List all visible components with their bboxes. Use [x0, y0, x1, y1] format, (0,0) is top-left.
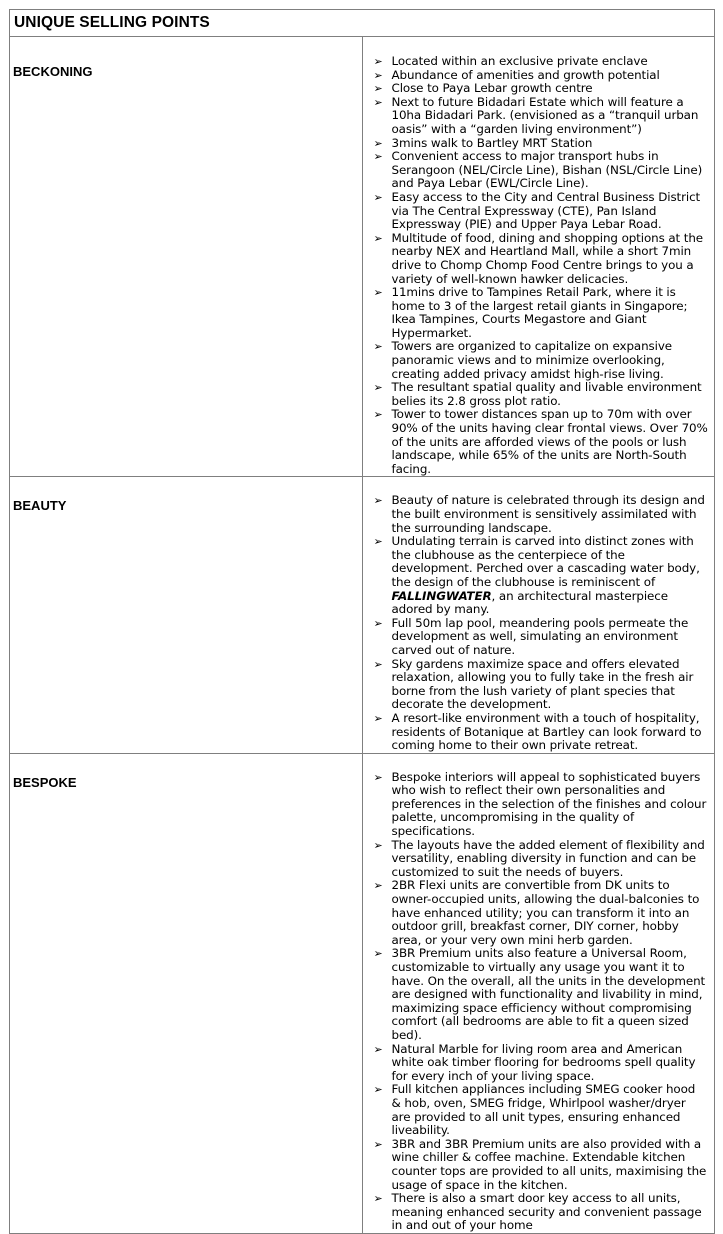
usp-table: [9, 9, 715, 1234]
bullet-point: [374, 617, 709, 658]
bullet-point: [374, 69, 709, 83]
bullet-text: Convenient access to major transport hubs in Serangoon (NEL/Circle Line), Bishan (NSL/Circle Line) and Paya Lebar (EWL/Circle Line).: [391, 149, 703, 191]
bullet-point: [374, 1043, 709, 1084]
bullet-text: 3BR Premium units also feature a Universal Room, customizable to virtually any usage you want it to have. On the overall, all the units in the development are designed with functionality and livability in mind, maximizing space efficiency without compromising comfort (all bedrooms are able to fit a queen sized bed).: [391, 946, 706, 1042]
bullet-text: Natural Marble for living room area and American white oak timber flooring for bedrooms spell quality for every inch of your living space.: [391, 1041, 696, 1083]
bullet-point: [374, 232, 709, 286]
arrow-bullet-icon: ➢: [373, 879, 383, 893]
bullet-text: 11mins drive to Tampines Retail Park, where it is home to 3 of the largest retail giants in Singapore; Ikea Tampines, Courts Megastore and Giant Hypermarket.: [391, 285, 688, 340]
bullet-text: Sky gardens maximize space and offers elevated relaxation, allowing you to fully take in the fresh air borne from the lush variety of plant species that decorate the development.: [391, 656, 694, 712]
section-points-cell: [362, 753, 715, 1233]
section-row-beckoning: [10, 37, 715, 477]
arrow-bullet-icon: ➢: [373, 340, 383, 354]
arrow-bullet-icon: ➢: [373, 136, 383, 150]
arrow-bullet-icon: ➢: [373, 838, 383, 852]
arrow-bullet-icon: ➢: [373, 1042, 383, 1056]
arrow-bullet-icon: ➢: [373, 381, 383, 395]
bullet-point: [374, 947, 709, 1042]
section-points-cell: [362, 477, 715, 753]
points-list-bespoke: [363, 754, 715, 1233]
bullet-point: [374, 1138, 709, 1192]
bullet-point: [374, 191, 709, 232]
bullet-text: Next to future Bidadari Estate which will feature a 10ha Bidadari Park. (envisioned as a “tranquil urban oasis” with a “garden living environment”): [391, 94, 699, 136]
bullet-point: [374, 55, 709, 69]
arrow-bullet-icon: ➢: [373, 616, 383, 630]
bullet-text: A resort-like environment with a touch of hospitality, residents of Botanique at Bartley can look forward to coming home to their own private retreat.: [391, 710, 702, 753]
bullet-text: Abundance of amenities and growth potential: [391, 67, 660, 82]
arrow-bullet-icon: ➢: [373, 657, 383, 671]
bullet-text: Full 50m lap pool, meandering pools permeate the development as well, simulating an environment carved out of nature.: [391, 615, 689, 657]
section-label-cell: [10, 753, 363, 1233]
bullet-text: There is also a smart door key access to all units, meaning enhanced security and convenient passage in and out of your home: [391, 1191, 702, 1233]
arrow-bullet-icon: ➢: [373, 494, 383, 508]
arrow-bullet-icon: ➢: [373, 286, 383, 300]
bullet-point: [374, 494, 709, 535]
section-label-cell: [10, 37, 363, 477]
bullet-text: Multitude of food, dining and shopping options at the nearby NEX and Heartland Mall, while a short 7min drive to Chomp Chomp Food Centre brings to you a variety of well-known hawker delicacies.: [391, 230, 703, 286]
bullet-text: Easy access to the City and Central Business District via The Central Expressway (CTE), Pan Island Expressway (PIE) and Upper Paya Lebar Road.: [391, 189, 701, 232]
title-row: [10, 10, 715, 37]
section-row-bespoke: [10, 753, 715, 1233]
bullet-text: Tower to tower distances span up to 70m with over 90% of the units having clear frontal views. Over 70% of the units are afforded views of the pools or lush landscape, while 65% of the units are North-South facing.: [391, 407, 708, 476]
arrow-bullet-icon: ➢: [373, 190, 383, 204]
arrow-bullet-icon: ➢: [373, 1192, 383, 1206]
section-label-beauty: BEAUTY: [13, 498, 67, 514]
bullet-text: The resultant spatial quality and livable environment belies its 2.8 gross plot ratio.: [391, 380, 702, 408]
points-list-beckoning: [363, 37, 715, 476]
arrow-bullet-icon: ➢: [373, 95, 383, 109]
bullet-point: [374, 712, 709, 753]
arrow-bullet-icon: ➢: [373, 231, 383, 245]
bullet-point: [374, 535, 709, 617]
bullet-point: [374, 658, 709, 712]
arrow-bullet-icon: ➢: [373, 947, 383, 961]
bullet-point: [374, 381, 709, 408]
bullet-point: [374, 879, 709, 947]
section-row-beauty: [10, 477, 715, 753]
arrow-bullet-icon: ➢: [373, 535, 383, 549]
arrow-bullet-icon: ➢: [373, 1083, 383, 1097]
section-points-cell: [362, 37, 715, 477]
arrow-bullet-icon: ➢: [373, 711, 383, 725]
bullet-text: 2BR Flexi units are convertible from DK units to owner-occupied units, allowing the dual-balconies to have enhanced utility; you can transform it into an outdoor grill, breakfast corner, DIY corner, hobby area, or your very own mini herb garden.: [391, 878, 700, 947]
bullet-point: [374, 1192, 709, 1233]
bullet-text: Close to Paya Lebar growth centre: [391, 81, 593, 96]
arrow-bullet-icon: ➢: [373, 408, 383, 422]
section-label-cell: [10, 477, 363, 753]
arrow-bullet-icon: ➢: [373, 68, 383, 82]
bullet-text: Bespoke interiors will appeal to sophisticated buyers who wish to reflect their own personalities and preferences in the selection of the finishes and colour palette, uncompromising in the quality of specifications.: [391, 769, 707, 839]
bullet-text: Full kitchen appliances including SMEG cooker hood & hob, oven, SMEG fridge, Whirlpool washer/dryer are provided to all unit types, ensuring enhanced liveability.: [391, 1082, 696, 1138]
bullet-text: 3mins walk to Bartley MRT Station: [391, 135, 593, 150]
bullet-point: [374, 408, 709, 476]
points-list-beauty: [363, 477, 715, 752]
bullet-point: [374, 1083, 709, 1137]
bullet-point: [374, 839, 709, 880]
bullet-text: The layouts have the added element of flexibility and versatility, enabling diversity in function and can be customized to suit the needs of buyers.: [391, 837, 705, 879]
bullet-point: [374, 137, 709, 151]
bullet-point: [374, 286, 709, 340]
bullet-text: Located within an exclusive private enclave: [391, 54, 648, 68]
arrow-bullet-icon: ➢: [373, 1137, 383, 1151]
bullet-text: Undulating terrain is carved into distinct zones with the clubhouse as the centerpiece of the development. Perched over a cascading water body, the design of the clubhouse is reminiscent of FALLINGWATER, an architectural masterpiece adored by many.: [391, 534, 700, 617]
bullet-text: 3BR and 3BR Premium units are also provided with a wine chiller & coffee machine. Extendable kitchen counter tops are provided to all units, maximising the usage of space in the kitchen.: [391, 1136, 707, 1192]
bullet-point: [374, 96, 709, 137]
bullet-text: Towers are organized to capitalize on expansive panoramic views and to minimize overlooking, creating added privacy amidst high-rise living.: [391, 339, 672, 381]
arrow-bullet-icon: ➢: [373, 82, 383, 96]
bullet-point: [374, 82, 709, 96]
section-label-bespoke: BESPOKE: [13, 774, 77, 790]
bullet-text: Beauty of nature is celebrated through its design and the built environment is sensitively assimilated with the surrounding landscape.: [391, 493, 705, 535]
arrow-bullet-icon: ➢: [373, 770, 383, 784]
arrow-bullet-icon: ➢: [373, 150, 383, 164]
bullet-point: [374, 771, 709, 839]
bullet-point: [374, 340, 709, 381]
title-cell: [10, 10, 715, 37]
bullet-point: [374, 150, 709, 191]
emphasis-text: FALLINGWATER: [391, 588, 492, 603]
page-title: UNIQUE SELLING POINTS: [14, 14, 210, 31]
arrow-bullet-icon: ➢: [373, 55, 383, 68]
section-label-beckoning: BECKONING: [13, 64, 93, 79]
